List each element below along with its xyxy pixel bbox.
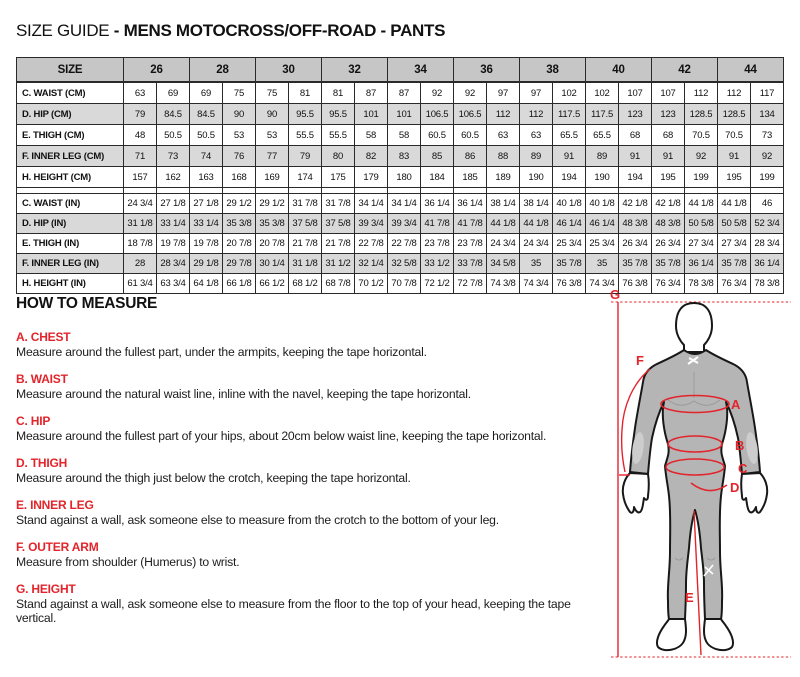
value-cell: 163 [190, 167, 223, 188]
value-cell: 22 7/8 [355, 234, 388, 254]
value-cell: 194 [553, 167, 586, 188]
value-cell: 58 [388, 125, 421, 146]
value-cell: 92 [685, 146, 718, 167]
value-cell: 18 7/8 [124, 234, 157, 254]
value-cell: 25 3/4 [586, 234, 619, 254]
value-cell: 60.5 [421, 125, 454, 146]
value-cell: 71 [124, 146, 157, 167]
measure-item-text: Measure from shoulder (Humerus) to wrist. [16, 555, 240, 569]
value-cell: 36 1/4 [421, 194, 454, 214]
value-cell: 41 7/8 [421, 214, 454, 234]
value-cell: 55.5 [322, 125, 355, 146]
value-cell: 23 7/8 [421, 234, 454, 254]
value-cell: 123 [619, 104, 652, 125]
value-cell: 175 [322, 167, 355, 188]
value-cell: 117.5 [553, 104, 586, 125]
table-row [17, 234, 784, 254]
size-table-corner-header: SIZE [17, 58, 124, 83]
value-cell: 90 [256, 104, 289, 125]
value-cell: 91 [718, 146, 751, 167]
value-cell: 88 [487, 146, 520, 167]
value-cell: 107 [652, 82, 685, 104]
value-cell: 73 [751, 125, 784, 146]
value-cell: 70 7/8 [388, 274, 421, 294]
value-cell: 36 1/4 [454, 194, 487, 214]
value-cell: 42 1/8 [652, 194, 685, 214]
value-cell: 70.5 [685, 125, 718, 146]
value-cell: 168 [223, 167, 256, 188]
value-cell: 180 [388, 167, 421, 188]
value-cell: 92 [421, 82, 454, 104]
value-cell: 46 [751, 194, 784, 214]
value-cell: 68 [652, 125, 685, 146]
value-cell: 123 [652, 104, 685, 125]
value-cell: 68 1/2 [289, 274, 322, 294]
page-title [16, 21, 445, 41]
value-cell: 91 [619, 146, 652, 167]
value-cell: 199 [685, 167, 718, 188]
value-cell: 33 7/8 [454, 254, 487, 274]
size-table-header-row [17, 58, 784, 83]
value-cell: 19 7/8 [190, 234, 223, 254]
head [676, 303, 712, 352]
value-cell: 92 [454, 82, 487, 104]
value-cell: 102 [586, 82, 619, 104]
value-cell: 65.5 [586, 125, 619, 146]
value-cell: 26 3/4 [619, 234, 652, 254]
value-cell: 60.5 [454, 125, 487, 146]
left-foot [657, 619, 686, 650]
value-cell: 97 [487, 82, 520, 104]
measure-item-text: Stand against a wall, ask someone else to measure from the crotch to the bottom of your leg. [16, 513, 499, 527]
row-label-cell: C. WAIST (IN) [17, 194, 124, 214]
value-cell: 27 3/4 [685, 234, 718, 254]
value-cell: 112 [685, 82, 718, 104]
value-cell: 24 3/4 [124, 194, 157, 214]
measure-item [16, 330, 596, 359]
row-label-cell: D. HIP (CM) [17, 104, 124, 125]
measure-item-text: Measure around the fullest part of your hips, about 20cm below waist line, keeping the tape horizontal. [16, 429, 547, 443]
measure-item [16, 582, 596, 625]
table-row [17, 146, 784, 167]
value-cell: 106.5 [421, 104, 454, 125]
value-cell: 128.5 [685, 104, 718, 125]
value-cell: 63 [487, 125, 520, 146]
figure-label-thigh: D [730, 480, 740, 495]
value-cell: 50.5 [190, 125, 223, 146]
value-cell: 179 [355, 167, 388, 188]
value-cell: 81 [322, 82, 355, 104]
value-cell: 31 1/8 [124, 214, 157, 234]
value-cell: 28 [124, 254, 157, 274]
table-row [17, 194, 784, 214]
value-cell: 169 [256, 167, 289, 188]
value-cell: 34 1/4 [355, 194, 388, 214]
value-cell: 84.5 [190, 104, 223, 125]
measure-item [16, 372, 596, 401]
value-cell: 39 3/4 [388, 214, 421, 234]
value-cell: 32 1/4 [355, 254, 388, 274]
value-cell: 65.5 [553, 125, 586, 146]
value-cell: 157 [124, 167, 157, 188]
value-cell: 80 [322, 146, 355, 167]
value-cell: 128.5 [718, 104, 751, 125]
value-cell: 70.5 [718, 125, 751, 146]
value-cell: 76 [223, 146, 256, 167]
value-cell: 66 1/2 [256, 274, 289, 294]
value-cell: 76 3/4 [718, 274, 751, 294]
value-cell: 68 [619, 125, 652, 146]
row-label-cell: C. WAIST (CM) [17, 82, 124, 104]
value-cell: 35 [586, 254, 619, 274]
value-cell: 48 3/8 [619, 214, 652, 234]
value-cell: 58 [355, 125, 388, 146]
value-cell: 72 7/8 [454, 274, 487, 294]
value-cell: 46 1/4 [586, 214, 619, 234]
value-cell: 35 7/8 [553, 254, 586, 274]
value-cell: 48 3/8 [652, 214, 685, 234]
value-cell: 68 7/8 [322, 274, 355, 294]
value-cell: 24 3/4 [487, 234, 520, 254]
measure-item-label: B. WAIST [16, 372, 68, 386]
how-to-measure-heading: HOW TO MEASURE [16, 295, 158, 312]
figure-label-chest: A [731, 397, 741, 412]
value-cell: 117 [751, 82, 784, 104]
value-cell: 44 1/8 [685, 194, 718, 214]
value-cell: 112 [718, 82, 751, 104]
measure-item-text: Measure around the natural waist line, inline with the navel, keeping the tape horizontal. [16, 387, 471, 401]
table-row [17, 104, 784, 125]
value-cell: 174 [289, 167, 322, 188]
size-column-header: 38 [520, 58, 586, 83]
value-cell: 87 [388, 82, 421, 104]
value-cell: 73 [157, 146, 190, 167]
row-label-cell: D. HIP (IN) [17, 214, 124, 234]
value-cell: 27 3/4 [718, 234, 751, 254]
value-cell: 44 1/8 [520, 214, 553, 234]
value-cell: 29 1/2 [223, 194, 256, 214]
value-cell: 28 3/4 [751, 234, 784, 254]
value-cell: 91 [553, 146, 586, 167]
value-cell: 89 [520, 146, 553, 167]
how-to-measure-section [16, 295, 596, 638]
value-cell: 64 1/8 [190, 274, 223, 294]
value-cell: 78 3/8 [685, 274, 718, 294]
size-column-header: 28 [190, 58, 256, 83]
value-cell: 52 3/4 [751, 214, 784, 234]
figure-label-outer-arm: F [636, 353, 644, 368]
value-cell: 70 1/2 [355, 274, 388, 294]
value-cell: 38 1/4 [487, 194, 520, 214]
value-cell: 33 1/2 [421, 254, 454, 274]
value-cell: 102 [553, 82, 586, 104]
table-row [17, 82, 784, 104]
value-cell: 36 1/4 [685, 254, 718, 274]
value-cell: 63 [124, 82, 157, 104]
row-label-cell: E. THIGH (CM) [17, 125, 124, 146]
size-column-header: 40 [586, 58, 652, 83]
value-cell: 134 [751, 104, 784, 125]
value-cell: 77 [256, 146, 289, 167]
value-cell: 40 1/8 [586, 194, 619, 214]
row-label-cell: H. HEIGHT (IN) [17, 274, 124, 294]
value-cell: 112 [520, 104, 553, 125]
value-cell: 91 [652, 146, 685, 167]
left-hand [623, 473, 649, 513]
value-cell: 63 [520, 125, 553, 146]
value-cell: 74 3/8 [487, 274, 520, 294]
right-hand [741, 473, 767, 513]
body-measurement-figure [605, 286, 795, 677]
value-cell: 44 1/8 [487, 214, 520, 234]
value-cell: 66 1/8 [223, 274, 256, 294]
value-cell: 33 1/4 [190, 214, 223, 234]
value-cell: 81 [289, 82, 322, 104]
value-cell: 162 [157, 167, 190, 188]
figure-label-height: G [610, 287, 621, 302]
value-cell: 63 3/4 [157, 274, 190, 294]
value-cell: 35 3/8 [223, 214, 256, 234]
value-cell: 79 [289, 146, 322, 167]
value-cell: 29 1/8 [190, 254, 223, 274]
value-cell: 90 [223, 104, 256, 125]
value-cell: 76 3/4 [652, 274, 685, 294]
row-label-cell: F. INNER LEG (IN) [17, 254, 124, 274]
size-column-header: 42 [652, 58, 718, 83]
value-cell: 33 1/4 [157, 214, 190, 234]
value-cell: 107 [619, 82, 652, 104]
value-cell: 46 1/4 [553, 214, 586, 234]
value-cell: 87 [355, 82, 388, 104]
measure-item-label: D. THIGH [16, 456, 68, 470]
value-cell: 34 1/4 [388, 194, 421, 214]
value-cell: 83 [388, 146, 421, 167]
value-cell: 72 1/2 [421, 274, 454, 294]
value-cell: 39 3/4 [355, 214, 388, 234]
value-cell: 89 [586, 146, 619, 167]
value-cell: 31 1/8 [289, 254, 322, 274]
table-row [17, 254, 784, 274]
value-cell: 189 [487, 167, 520, 188]
value-cell: 21 7/8 [322, 234, 355, 254]
measure-item-text: Stand against a wall, ask someone else to measure from the floor to the top of your head, keeping the tape vertical. [16, 597, 571, 625]
value-cell: 35 [520, 254, 553, 274]
value-cell: 44 1/8 [718, 194, 751, 214]
page-title-bold: - MENS MOTOCROSS/OFF-ROAD - PANTS [113, 21, 446, 40]
value-cell: 28 3/4 [157, 254, 190, 274]
value-cell: 76 3/8 [553, 274, 586, 294]
measure-item [16, 540, 596, 569]
value-cell: 35 7/8 [652, 254, 685, 274]
value-cell: 25 3/4 [553, 234, 586, 254]
page-title-light: SIZE GUIDE [16, 21, 110, 40]
value-cell: 27 1/8 [190, 194, 223, 214]
measure-item-label: F. OUTER ARM [16, 540, 99, 554]
figure-label-inner-leg: E [685, 590, 694, 605]
value-cell: 37 5/8 [289, 214, 322, 234]
value-cell: 61 3/4 [124, 274, 157, 294]
measure-item [16, 498, 596, 527]
right-foot [704, 619, 733, 650]
value-cell: 20 7/8 [223, 234, 256, 254]
value-cell: 75 [223, 82, 256, 104]
value-cell: 82 [355, 146, 388, 167]
size-column-header: 26 [124, 58, 190, 83]
measure-item-label: G. HEIGHT [16, 582, 76, 596]
value-cell: 184 [421, 167, 454, 188]
value-cell: 194 [619, 167, 652, 188]
value-cell: 48 [124, 125, 157, 146]
value-cell: 53 [256, 125, 289, 146]
value-cell: 31 1/2 [322, 254, 355, 274]
value-cell: 27 1/8 [157, 194, 190, 214]
value-cell: 50 5/8 [718, 214, 751, 234]
value-cell: 20 7/8 [256, 234, 289, 254]
value-cell: 69 [190, 82, 223, 104]
value-cell: 36 1/4 [751, 254, 784, 274]
value-cell: 74 [190, 146, 223, 167]
value-cell: 74 3/4 [520, 274, 553, 294]
figure-label-waist: B [735, 438, 745, 453]
value-cell: 55.5 [289, 125, 322, 146]
value-cell: 106.5 [454, 104, 487, 125]
size-column-header: 44 [718, 58, 784, 83]
row-label-cell: F. INNER LEG (CM) [17, 146, 124, 167]
value-cell: 195 [652, 167, 685, 188]
value-cell: 40 1/8 [553, 194, 586, 214]
size-column-header: 30 [256, 58, 322, 83]
value-cell: 78 3/8 [751, 274, 784, 294]
size-column-header: 34 [388, 58, 454, 83]
value-cell: 24 3/4 [520, 234, 553, 254]
value-cell: 185 [454, 167, 487, 188]
value-cell: 86 [454, 146, 487, 167]
value-cell: 29 1/2 [256, 194, 289, 214]
row-label-cell: H. HEIGHT (CM) [17, 167, 124, 188]
size-column-header: 32 [322, 58, 388, 83]
value-cell: 35 7/8 [718, 254, 751, 274]
value-cell: 76 3/8 [619, 274, 652, 294]
value-cell: 190 [520, 167, 553, 188]
value-cell: 95.5 [289, 104, 322, 125]
measure-item-label: C. HIP [16, 414, 51, 428]
value-cell: 29 7/8 [223, 254, 256, 274]
value-cell: 19 7/8 [157, 234, 190, 254]
value-cell: 199 [751, 167, 784, 188]
value-cell: 35 7/8 [619, 254, 652, 274]
value-cell: 74 3/4 [586, 274, 619, 294]
value-cell: 37 5/8 [322, 214, 355, 234]
value-cell: 53 [223, 125, 256, 146]
value-cell: 32 5/8 [388, 254, 421, 274]
value-cell: 101 [388, 104, 421, 125]
row-label-cell: E. THIGH (IN) [17, 234, 124, 254]
value-cell: 101 [355, 104, 388, 125]
value-cell: 26 3/4 [652, 234, 685, 254]
table-row [17, 167, 784, 188]
value-cell: 41 7/8 [454, 214, 487, 234]
value-cell: 92 [751, 146, 784, 167]
value-cell: 85 [421, 146, 454, 167]
value-cell: 31 7/8 [289, 194, 322, 214]
value-cell: 31 7/8 [322, 194, 355, 214]
value-cell: 69 [157, 82, 190, 104]
value-cell: 75 [256, 82, 289, 104]
value-cell: 84.5 [157, 104, 190, 125]
value-cell: 38 1/4 [520, 194, 553, 214]
value-cell: 190 [586, 167, 619, 188]
measure-item [16, 414, 596, 443]
value-cell: 112 [487, 104, 520, 125]
value-cell: 79 [124, 104, 157, 125]
value-cell: 30 1/4 [256, 254, 289, 274]
measure-item [16, 456, 596, 485]
measure-item-label: A. CHEST [16, 330, 71, 344]
value-cell: 95.5 [322, 104, 355, 125]
value-cell: 35 3/8 [256, 214, 289, 234]
value-cell: 34 5/8 [487, 254, 520, 274]
value-cell: 21 7/8 [289, 234, 322, 254]
table-row [17, 214, 784, 234]
size-column-header: 36 [454, 58, 520, 83]
value-cell: 42 1/8 [619, 194, 652, 214]
value-cell: 50.5 [157, 125, 190, 146]
figure-label-hip: C [738, 461, 748, 476]
value-cell: 97 [520, 82, 553, 104]
measure-item-text: Measure around the fullest part, under the armpits, keeping the tape horizontal. [16, 345, 427, 359]
value-cell: 22 7/8 [388, 234, 421, 254]
measure-item-text: Measure around the thigh just below the crotch, keeping the tape horizontal. [16, 471, 411, 485]
size-table [16, 57, 784, 294]
value-cell: 117.5 [586, 104, 619, 125]
value-cell: 50 5/8 [685, 214, 718, 234]
value-cell: 195 [718, 167, 751, 188]
value-cell: 23 7/8 [454, 234, 487, 254]
measure-item-label: E. INNER LEG [16, 498, 94, 512]
table-row [17, 125, 784, 146]
